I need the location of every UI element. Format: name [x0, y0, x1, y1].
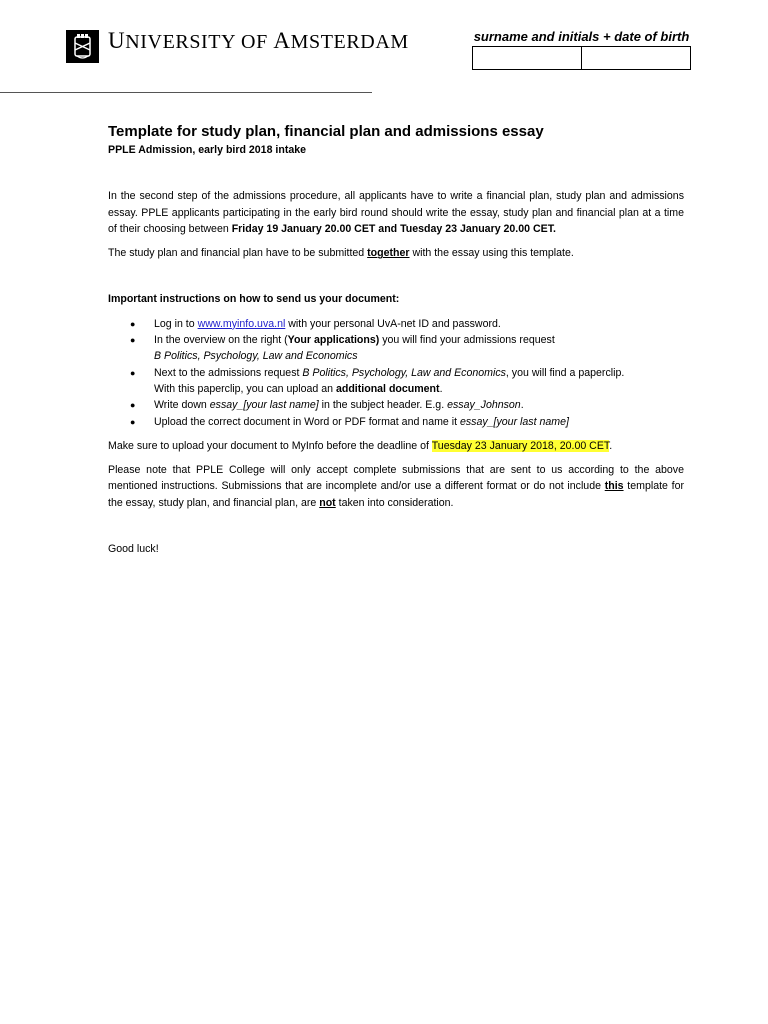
deadline-paragraph: Make sure to upload your document to MyInfo before the deadline of Tuesday 23 January 2018, 20.00 CET.: [108, 439, 613, 452]
bullet-icon: ●: [130, 335, 136, 346]
bullet-icon: ●: [130, 416, 136, 427]
intro-paragraph: In the second step of the admissions procedure, all applicants have to write a financial plan, study plan and admissions essay. PPLE applicants participating in the early bird round should write the essay, study plan and financial plan at a time of their choosing between Friday 19 January 20.00 CET and Tuesday 23 January 20.00 CET.: [108, 190, 684, 235]
list-item: ● Upload the correct document in Word or PDF format and name it essay_[your last name]: [108, 414, 684, 430]
university-name: UNIVERSITY OF AMSTERDAM: [108, 28, 409, 53]
note-paragraph: Please note that PPLE College will only accept complete submissions that are sent to us according to the above mentioned instructions. Submissions that are incomplete and/or use a different format or do not include this template for the essay, study plan, and financial plan, are not taken into consideration.: [108, 464, 685, 509]
id-field-label: surname and initials + date of birth: [473, 29, 690, 44]
bullet-icon: ●: [130, 400, 136, 411]
together-paragraph: The study plan and financial plan have to be submitted together with the essay using this template.: [108, 247, 574, 260]
surname-initials-cell[interactable]: [473, 47, 582, 69]
list-item: ● In the overview on the right (Your applications) you will find your admissions request B Politics, Psychology, Law and Economics: [130, 334, 555, 363]
uva-crest-icon: [66, 30, 99, 63]
list-item: ● Next to the admissions request B Politics, Psychology, Law and Economics, you will find a paperclip. With this paperclip, you can upload an additional document.: [130, 366, 625, 395]
document-title: Template for study plan, financial plan and admissions essay: [108, 123, 544, 140]
list-item: ● Write down essay_[your last name] in the subject header. E.g. essay_Johnson.: [108, 397, 684, 413]
header-divider: [0, 92, 372, 93]
document-subtitle: PPLE Admission, early bird 2018 intake: [108, 144, 307, 156]
instructions-heading: Important instructions on how to send us your document:: [108, 293, 400, 306]
bullet-icon: ●: [130, 318, 136, 329]
instructions-list: [108, 316, 684, 430]
deadline-highlight: Tuesday 23 January 2018, 20.00 CET: [431, 439, 610, 452]
id-field-box: [472, 46, 691, 70]
bullet-icon: ●: [130, 367, 136, 378]
document-body: [108, 122, 684, 557]
good-luck-text: Good luck!: [108, 543, 159, 556]
list-item: ● Log in to www.myinfo.uva.nl with your personal UvA-net ID and password.: [108, 316, 684, 332]
myinfo-link[interactable]: www.myinfo.uva.nl: [197, 317, 286, 330]
date-of-birth-cell[interactable]: [582, 47, 690, 69]
